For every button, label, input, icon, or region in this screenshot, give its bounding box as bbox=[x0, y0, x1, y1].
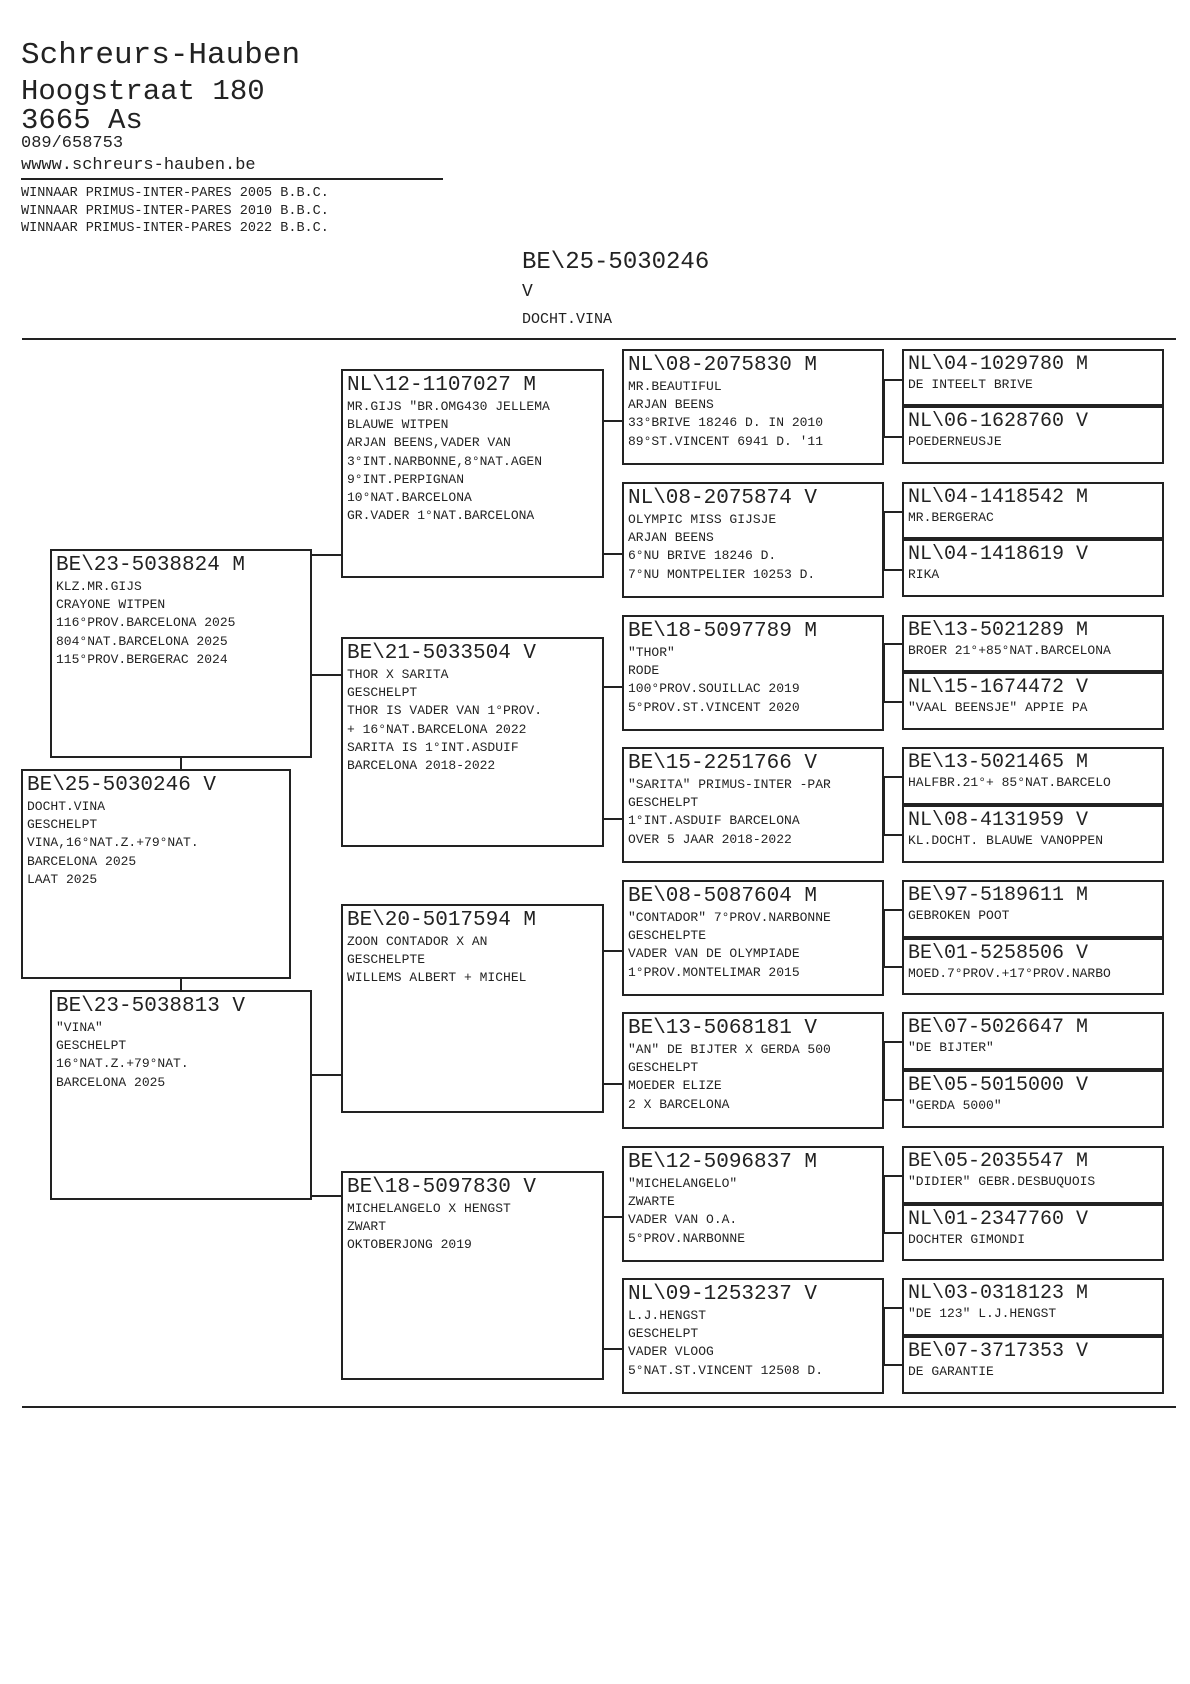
great-grandparent-box bbox=[622, 482, 884, 598]
subject-box bbox=[21, 769, 291, 979]
connector-line bbox=[311, 674, 341, 676]
great-grandparent-line: 5°PROV.NARBONNE bbox=[628, 1230, 746, 1246]
connector-line bbox=[602, 818, 622, 820]
grandparent-line: MR.GIJS "BR.OMG430 JELLEMA bbox=[347, 399, 550, 414]
grandparent-line: GESCHELPT bbox=[347, 685, 418, 701]
connector-line bbox=[602, 1348, 622, 1350]
connector-line bbox=[883, 1175, 903, 1177]
ancestor-box bbox=[902, 1070, 1164, 1128]
sire-line: CRAYONE WITPEN bbox=[56, 597, 166, 613]
connector-line bbox=[883, 436, 903, 438]
great-grandparent-ring-number: BE\18-5097789 M bbox=[628, 620, 818, 643]
great-grandparent-line: VADER VLOOG bbox=[628, 1344, 714, 1360]
sire-line: 116°PROV.BARCELONA 2025 bbox=[56, 615, 236, 631]
ancestor-box bbox=[902, 406, 1164, 464]
subject-line: BARCELONA 2025 bbox=[27, 853, 137, 869]
ancestor-box bbox=[902, 539, 1164, 597]
top-divider bbox=[22, 338, 1176, 340]
great-grandparent-line: ZWARTE bbox=[628, 1194, 675, 1210]
grandparent-ring-number: NL\12-1107027 M bbox=[347, 374, 537, 397]
great-grandparent-line: RODE bbox=[628, 663, 660, 679]
connector-line bbox=[311, 554, 341, 556]
ancestor-note: POEDERNEUSJE bbox=[908, 434, 1002, 449]
ancestor-box bbox=[902, 672, 1164, 730]
subject-line: GESCHELPT bbox=[27, 817, 98, 833]
grandparent-line: ZOON CONTADOR X AN bbox=[347, 934, 488, 949]
great-grandparent-line: 89°ST.VINCENT 6941 D. '11 bbox=[628, 433, 824, 449]
great-grandparent-line: GESCHELPT bbox=[628, 795, 699, 811]
sire-ring-number: BE\23-5038824 M bbox=[56, 554, 246, 577]
great-grandparent-line: GESCHELPT bbox=[628, 1060, 699, 1076]
subject-line: VINA,16°NAT.Z.+79°NAT. bbox=[27, 835, 199, 851]
dam-line: 16°NAT.Z.+79°NAT. bbox=[56, 1056, 189, 1072]
connector-line bbox=[602, 553, 622, 555]
grandparent-ring-number: BE\20-5017594 M bbox=[347, 909, 537, 932]
header-divider bbox=[21, 178, 443, 180]
connector-line bbox=[883, 643, 903, 645]
ancestor-note: DE GARANTIE bbox=[908, 1364, 994, 1379]
connector-line bbox=[883, 1041, 903, 1043]
grandparent-line: THOR IS VADER VAN 1°PROV. bbox=[347, 703, 543, 719]
ancestor-ring-number: BE\01-5258506 V bbox=[908, 942, 1089, 965]
great-grandparent-ring-number: BE\13-5068181 V bbox=[628, 1017, 818, 1040]
ancestor-box bbox=[902, 1336, 1164, 1394]
ancestor-note: MOED.7°PROV.+17°PROV.NARBO bbox=[908, 966, 1111, 981]
connector-line bbox=[883, 776, 903, 778]
ancestor-ring-number: NL\04-1418542 M bbox=[908, 486, 1089, 509]
great-grandparent-line: "MICHELANGELO" bbox=[628, 1176, 738, 1191]
ancestor-note: BROER 21°+85°NAT.BARCELONA bbox=[908, 643, 1111, 658]
connector-line bbox=[311, 1195, 341, 1197]
breeder-phone: 089/658753 bbox=[21, 134, 124, 153]
great-grandparent-line: 100°PROV.SOUILLAC 2019 bbox=[628, 681, 800, 697]
grandparent-line: GESCHELPTE bbox=[347, 952, 426, 968]
great-grandparent-ring-number: NL\09-1253237 V bbox=[628, 1283, 818, 1306]
connector-line bbox=[883, 511, 903, 513]
dam-ring-number: BE\23-5038813 V bbox=[56, 995, 246, 1018]
connector-line bbox=[883, 1364, 903, 1366]
sire-box bbox=[50, 549, 312, 758]
grandparent-line: WILLEMS ALBERT + MICHEL bbox=[347, 970, 527, 986]
subject-line: LAAT 2025 bbox=[27, 871, 98, 887]
great-grandparent-line: GESCHELPT bbox=[628, 1326, 699, 1342]
sire-line: KLZ.MR.GIJS bbox=[56, 579, 142, 594]
ancestor-ring-number: NL\06-1628760 V bbox=[908, 410, 1089, 433]
great-grandparent-box bbox=[622, 1146, 884, 1262]
grandparent-line: 9°INT.PERPIGNAN bbox=[347, 471, 465, 487]
great-grandparent-box bbox=[622, 615, 884, 731]
ancestor-ring-number: NL\03-0318123 M bbox=[908, 1282, 1089, 1305]
great-grandparent-line: 5°NAT.ST.VINCENT 12508 D. bbox=[628, 1362, 824, 1378]
subject-sex: V bbox=[522, 282, 533, 302]
ancestor-ring-number: BE\13-5021289 M bbox=[908, 619, 1089, 642]
grandparent-line: BARCELONA 2018-2022 bbox=[347, 758, 496, 774]
ancestor-ring-number: BE\07-5026647 M bbox=[908, 1016, 1089, 1039]
award-line: WINNAAR PRIMUS-INTER-PARES 2010 B.B.C. bbox=[21, 203, 329, 219]
ancestor-note: "DE BIJTER" bbox=[908, 1040, 994, 1055]
ancestor-ring-number: BE\05-2035547 M bbox=[908, 1150, 1089, 1173]
great-grandparent-box bbox=[622, 1278, 884, 1394]
ancestor-ring-number: BE\05-5015000 V bbox=[908, 1074, 1089, 1097]
ancestor-box bbox=[902, 615, 1164, 672]
breeder-city: 3665 As bbox=[21, 104, 143, 137]
connector-line bbox=[883, 701, 903, 703]
ancestor-note: HALFBR.21°+ 85°NAT.BARCELO bbox=[908, 775, 1111, 790]
connector-line bbox=[883, 966, 903, 968]
subject-line: DOCHT.VINA bbox=[27, 799, 106, 814]
ancestor-note: "VAAL BEENSJE" APPIE PA bbox=[908, 700, 1088, 715]
breeder-name: Schreurs-Hauben bbox=[21, 38, 301, 73]
ancestor-note: "DIDIER" GEBR.DESBUQUOIS bbox=[908, 1174, 1096, 1189]
great-grandparent-ring-number: NL\08-2075830 M bbox=[628, 354, 818, 377]
great-grandparent-line: "THOR" bbox=[628, 645, 675, 660]
great-grandparent-line: VADER VAN DE OLYMPIADE bbox=[628, 946, 800, 962]
great-grandparent-line: 5°PROV.ST.VINCENT 2020 bbox=[628, 699, 800, 715]
connector-line bbox=[883, 834, 903, 836]
great-grandparent-line: ARJAN BEENS bbox=[628, 530, 714, 546]
ancestor-box bbox=[902, 938, 1164, 995]
ancestor-box bbox=[902, 482, 1164, 539]
award-list bbox=[21, 185, 329, 238]
subject-box-ring-number: BE\25-5030246 V bbox=[27, 774, 217, 797]
grandparent-ring-number: BE\18-5097830 V bbox=[347, 1176, 537, 1199]
bottom-divider bbox=[22, 1406, 1176, 1408]
ancestor-ring-number: NL\04-1418619 V bbox=[908, 543, 1089, 566]
ancestor-ring-number: BE\07-3717353 V bbox=[908, 1340, 1089, 1363]
ancestor-ring-number: NL\01-2347760 V bbox=[908, 1208, 1089, 1231]
dam-line: "VINA" bbox=[56, 1020, 103, 1035]
great-grandparent-line: "SARITA" PRIMUS-INTER -PAR bbox=[628, 777, 831, 792]
award-line: WINNAAR PRIMUS-INTER-PARES 2022 B.B.C. bbox=[21, 221, 329, 236]
ancestor-box bbox=[902, 880, 1164, 938]
ancestor-ring-number: BE\97-5189611 M bbox=[908, 884, 1089, 907]
grandparent-line: SARITA IS 1°INT.ASDUIF bbox=[347, 739, 519, 755]
grandparent-line: 3°INT.NARBONNE,8°NAT.AGEN bbox=[347, 453, 543, 469]
grandparent-line: 10°NAT.BARCELONA bbox=[347, 490, 472, 506]
grandparent-box bbox=[341, 369, 604, 578]
great-grandparent-line: VADER VAN O.A. bbox=[628, 1212, 738, 1228]
grandparent-box bbox=[341, 904, 604, 1113]
ancestor-note: RIKA bbox=[908, 567, 940, 582]
dam-box bbox=[50, 990, 312, 1200]
ancestor-box bbox=[902, 1012, 1164, 1070]
great-grandparent-line: 7°NU MONTPELIER 10253 D. bbox=[628, 566, 816, 582]
great-grandparent-line: 6°NU BRIVE 18246 D. bbox=[628, 548, 777, 564]
great-grandparent-line: 2 X BARCELONA bbox=[628, 1096, 730, 1112]
ancestor-ring-number: NL\08-4131959 V bbox=[908, 809, 1089, 832]
dam-line: BARCELONA 2025 bbox=[56, 1074, 166, 1090]
breeder-street: Hoogstraat 180 bbox=[21, 75, 265, 108]
ancestor-box bbox=[902, 1146, 1164, 1204]
connector-line bbox=[883, 379, 903, 381]
dam-line: GESCHELPT bbox=[56, 1038, 127, 1054]
great-grandparent-ring-number: BE\12-5096837 M bbox=[628, 1151, 818, 1174]
grandparent-line: ARJAN BEENS,VADER VAN bbox=[347, 435, 511, 451]
great-grandparent-box bbox=[622, 1012, 884, 1129]
great-grandparent-line: "AN" DE BIJTER X GERDA 500 bbox=[628, 1042, 831, 1057]
great-grandparent-box bbox=[622, 880, 884, 996]
great-grandparent-line: MOEDER ELIZE bbox=[628, 1078, 722, 1094]
ancestor-note: DOCHTER GIMONDI bbox=[908, 1232, 1026, 1247]
sire-line: 115°PROV.BERGERAC 2024 bbox=[56, 651, 228, 667]
ancestor-box bbox=[902, 1204, 1164, 1261]
great-grandparent-line: 1°PROV.MONTELIMAR 2015 bbox=[628, 964, 800, 980]
ancestor-note: "GERDA 5000" bbox=[908, 1098, 1002, 1113]
great-grandparent-box bbox=[622, 747, 884, 863]
grandparent-box bbox=[341, 1171, 604, 1380]
great-grandparent-line: 33°BRIVE 18246 D. IN 2010 bbox=[628, 415, 824, 431]
ancestor-box bbox=[902, 747, 1164, 805]
grandparent-ring-number: BE\21-5033504 V bbox=[347, 642, 537, 665]
connector-line bbox=[602, 420, 622, 422]
ancestor-box bbox=[902, 805, 1164, 863]
great-grandparent-ring-number: BE\15-2251766 V bbox=[628, 752, 818, 775]
great-grandparent-box bbox=[622, 349, 884, 465]
connector-line bbox=[602, 686, 622, 688]
connector-line bbox=[883, 1232, 903, 1234]
great-grandparent-line: 1°INT.ASDUIF BARCELONA bbox=[628, 813, 800, 829]
ancestor-note: GEBROKEN POOT bbox=[908, 908, 1010, 923]
grandparent-box bbox=[341, 637, 604, 847]
sire-line: 804°NAT.BARCELONA 2025 bbox=[56, 633, 228, 649]
grandparent-line: ZWART bbox=[347, 1219, 387, 1235]
ancestor-ring-number: NL\04-1029780 M bbox=[908, 353, 1089, 376]
great-grandparent-line: L.J.HENGST bbox=[628, 1308, 707, 1323]
grandparent-line: BLAUWE WITPEN bbox=[347, 417, 449, 433]
connector-line bbox=[883, 1307, 903, 1309]
ancestor-box bbox=[902, 1278, 1164, 1336]
great-grandparent-line: "CONTADOR" 7°PROV.NARBONNE bbox=[628, 910, 831, 925]
grandparent-line: THOR X SARITA bbox=[347, 667, 449, 682]
ancestor-ring-number: BE\13-5021465 M bbox=[908, 751, 1089, 774]
great-grandparent-line: GESCHELPTE bbox=[628, 928, 707, 944]
great-grandparent-line: MR.BEAUTIFUL bbox=[628, 379, 722, 394]
connector-line bbox=[602, 1216, 622, 1218]
ancestor-note: DE INTEELT BRIVE bbox=[908, 377, 1033, 392]
connector-line bbox=[311, 1074, 341, 1076]
great-grandparent-line: OVER 5 JAAR 2018-2022 bbox=[628, 831, 792, 847]
ancestor-note: MR.BERGERAC bbox=[908, 510, 994, 525]
great-grandparent-line: OLYMPIC MISS GIJSJE bbox=[628, 512, 777, 527]
great-grandparent-ring-number: BE\08-5087604 M bbox=[628, 885, 818, 908]
connector-line bbox=[883, 569, 903, 571]
connector-line bbox=[883, 1099, 903, 1101]
grandparent-line: OKTOBERJONG 2019 bbox=[347, 1237, 472, 1253]
connector-line bbox=[602, 1083, 622, 1085]
subject-ring-number: BE\25-5030246 bbox=[522, 249, 710, 276]
grandparent-line: + 16°NAT.BARCELONA 2022 bbox=[347, 721, 527, 737]
connector-line bbox=[602, 950, 622, 952]
ancestor-box bbox=[902, 349, 1164, 406]
connector-line bbox=[883, 909, 903, 911]
breeder-website: wwww.schreurs-hauben.be bbox=[21, 156, 256, 175]
ancestor-note: KL.DOCHT. BLAUWE VANOPPEN bbox=[908, 833, 1104, 848]
subject-name: DOCHT.VINA bbox=[522, 311, 613, 328]
great-grandparent-line: ARJAN BEENS bbox=[628, 397, 714, 413]
great-grandparent-ring-number: NL\08-2075874 V bbox=[628, 487, 818, 510]
grandparent-line: GR.VADER 1°NAT.BARCELONA bbox=[347, 508, 535, 524]
ancestor-note: "DE 123" L.J.HENGST bbox=[908, 1306, 1057, 1321]
award-line: WINNAAR PRIMUS-INTER-PARES 2005 B.B.C. bbox=[21, 186, 329, 201]
ancestor-ring-number: NL\15-1674472 V bbox=[908, 676, 1089, 699]
grandparent-line: MICHELANGELO X HENGST bbox=[347, 1201, 511, 1216]
